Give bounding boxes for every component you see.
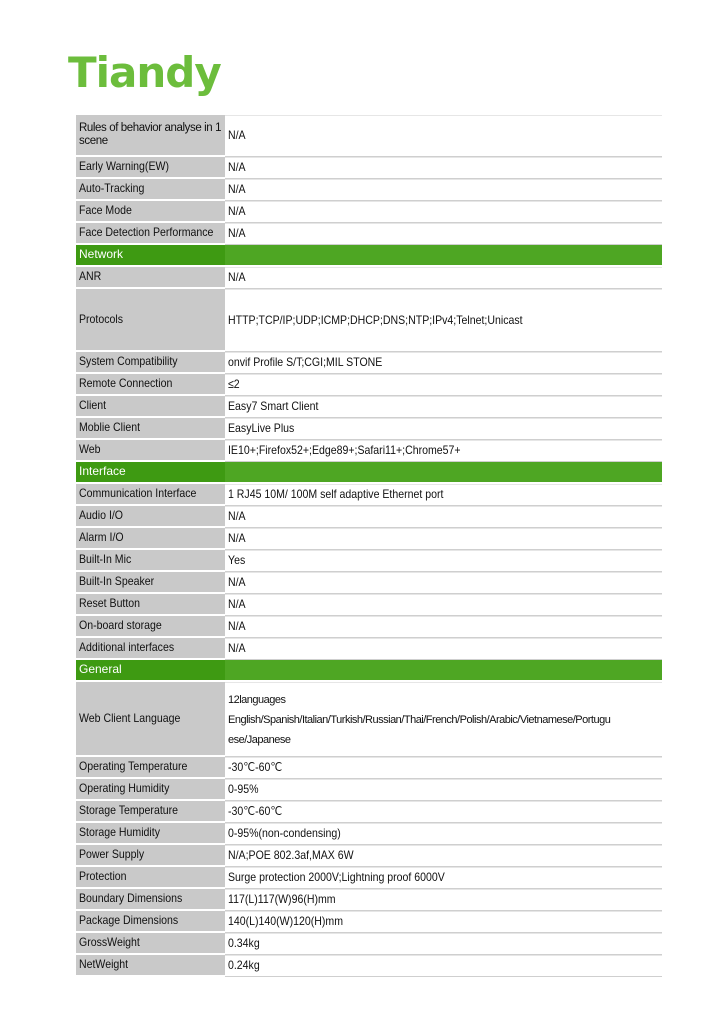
table-row <box>76 223 662 245</box>
row-value: N/A <box>225 115 662 157</box>
row-label: Face Mode <box>76 201 225 223</box>
row-value: HTTP;TCP/IP;UDP;ICMP;DHCP;DNS;NTP;IPv4;Telnet;Unicast <box>225 289 662 352</box>
row-value: 140(L)140(W)120(H)mm <box>225 911 662 933</box>
row-value: 0.24kg <box>225 955 662 977</box>
row-value: -30℃-60℃ <box>225 801 662 823</box>
row-label: Reset Button <box>76 594 225 616</box>
row-label: Moblie Client <box>76 418 225 440</box>
table-row <box>76 867 662 889</box>
row-value: N/A;POE 802.3af,MAX 6W <box>225 845 662 867</box>
row-label: Audio I/O <box>76 506 225 528</box>
row-label: GrossWeight <box>76 933 225 955</box>
row-value <box>225 682 662 757</box>
table-row <box>76 352 662 374</box>
row-label: System Compatibility <box>76 352 225 374</box>
section-header-interface <box>76 462 662 484</box>
table-row <box>76 179 662 201</box>
table-row <box>76 289 662 352</box>
row-label: Storage Temperature <box>76 801 225 823</box>
section-title: Interface <box>76 462 225 484</box>
row-label: Early Warning(EW) <box>76 157 225 179</box>
row-label: On-board storage <box>76 616 225 638</box>
row-value: -30℃-60℃ <box>225 757 662 779</box>
row-value: N/A <box>225 594 662 616</box>
row-value: N/A <box>225 506 662 528</box>
section-header-general <box>76 660 662 682</box>
row-value: 117(L)117(W)96(H)mm <box>225 889 662 911</box>
table-row <box>76 889 662 911</box>
row-label: Client <box>76 396 225 418</box>
row-value: onvif Profile S/T;CGI;MIL STONE <box>225 352 662 374</box>
table-row <box>76 638 662 660</box>
table-row <box>76 550 662 572</box>
row-value: 0-95%(non-condensing) <box>225 823 662 845</box>
language-list-cont: ese/Japanese <box>228 733 291 746</box>
table-row <box>76 374 662 396</box>
section-header-network <box>76 245 662 267</box>
row-label: Additional interfaces <box>76 638 225 660</box>
row-label: Alarm I/O <box>76 528 225 550</box>
row-value: Yes <box>225 550 662 572</box>
row-value: N/A <box>225 267 662 289</box>
table-row <box>76 845 662 867</box>
table-row <box>76 440 662 462</box>
table-row <box>76 418 662 440</box>
spec-table <box>76 115 662 977</box>
language-list: English/Spanish/Italian/Turkish/Russian/Thai/French/Polish/Arabic/Vietnamese/Portugu <box>228 713 611 726</box>
row-label: Protection <box>76 867 225 889</box>
table-row <box>76 779 662 801</box>
row-label: ANR <box>76 267 225 289</box>
table-row <box>76 396 662 418</box>
row-label: Web Client Language <box>76 682 225 757</box>
row-value: N/A <box>225 157 662 179</box>
table-row <box>76 267 662 289</box>
row-value: N/A <box>225 223 662 245</box>
table-row <box>76 506 662 528</box>
row-label: Package Dimensions <box>76 911 225 933</box>
row-value: N/A <box>225 616 662 638</box>
row-label: Built-In Speaker <box>76 572 225 594</box>
section-bar <box>225 245 662 267</box>
section-bar <box>225 660 662 682</box>
table-row <box>76 484 662 506</box>
row-label: Face Detection Performance <box>76 223 225 245</box>
table-row <box>76 955 662 977</box>
row-value: N/A <box>225 572 662 594</box>
table-row <box>76 528 662 550</box>
row-label: Auto-Tracking <box>76 179 225 201</box>
section-title: General <box>76 660 225 682</box>
table-row <box>76 801 662 823</box>
table-row <box>76 572 662 594</box>
row-label: Storage Humidity <box>76 823 225 845</box>
row-label: Communication Interface <box>76 484 225 506</box>
table-row <box>76 115 662 157</box>
table-row <box>76 911 662 933</box>
table-row <box>76 616 662 638</box>
row-value: N/A <box>225 179 662 201</box>
row-label: Boundary Dimensions <box>76 889 225 911</box>
row-value: EasyLive Plus <box>225 418 662 440</box>
row-label: Web <box>76 440 225 462</box>
row-value: N/A <box>225 528 662 550</box>
row-label: NetWeight <box>76 955 225 977</box>
section-bar <box>225 462 662 484</box>
row-value: 0-95% <box>225 779 662 801</box>
row-label: Built-In Mic <box>76 550 225 572</box>
table-row <box>76 682 662 757</box>
table-row <box>76 823 662 845</box>
row-label: Remote Connection <box>76 374 225 396</box>
row-value: N/A <box>225 638 662 660</box>
row-value: ≤2 <box>225 374 662 396</box>
table-row <box>76 201 662 223</box>
table-row <box>76 757 662 779</box>
table-row <box>76 594 662 616</box>
row-label: Operating Temperature <box>76 757 225 779</box>
row-value: IE10+;Firefox52+;Edge89+;Safari11+;Chrome57+ <box>225 440 662 462</box>
section-title: Network <box>76 245 225 267</box>
table-row <box>76 933 662 955</box>
row-value: Surge protection 2000V;Lightning proof 6000V <box>225 867 662 889</box>
row-label: Operating Humidity <box>76 779 225 801</box>
row-value: 0.34kg <box>225 933 662 955</box>
row-value: Easy7 Smart Client <box>225 396 662 418</box>
row-value: 1 RJ45 10M/ 100M self adaptive Ethernet port <box>225 484 662 506</box>
language-count: 12languages <box>228 693 286 706</box>
row-value: N/A <box>225 201 662 223</box>
row-label: Rules of behavior analyse in 1 scene <box>76 115 225 157</box>
table-row <box>76 157 662 179</box>
tiandy-logo: Tiandy <box>68 48 221 97</box>
row-label: Power Supply <box>76 845 225 867</box>
row-label: Protocols <box>76 289 225 352</box>
